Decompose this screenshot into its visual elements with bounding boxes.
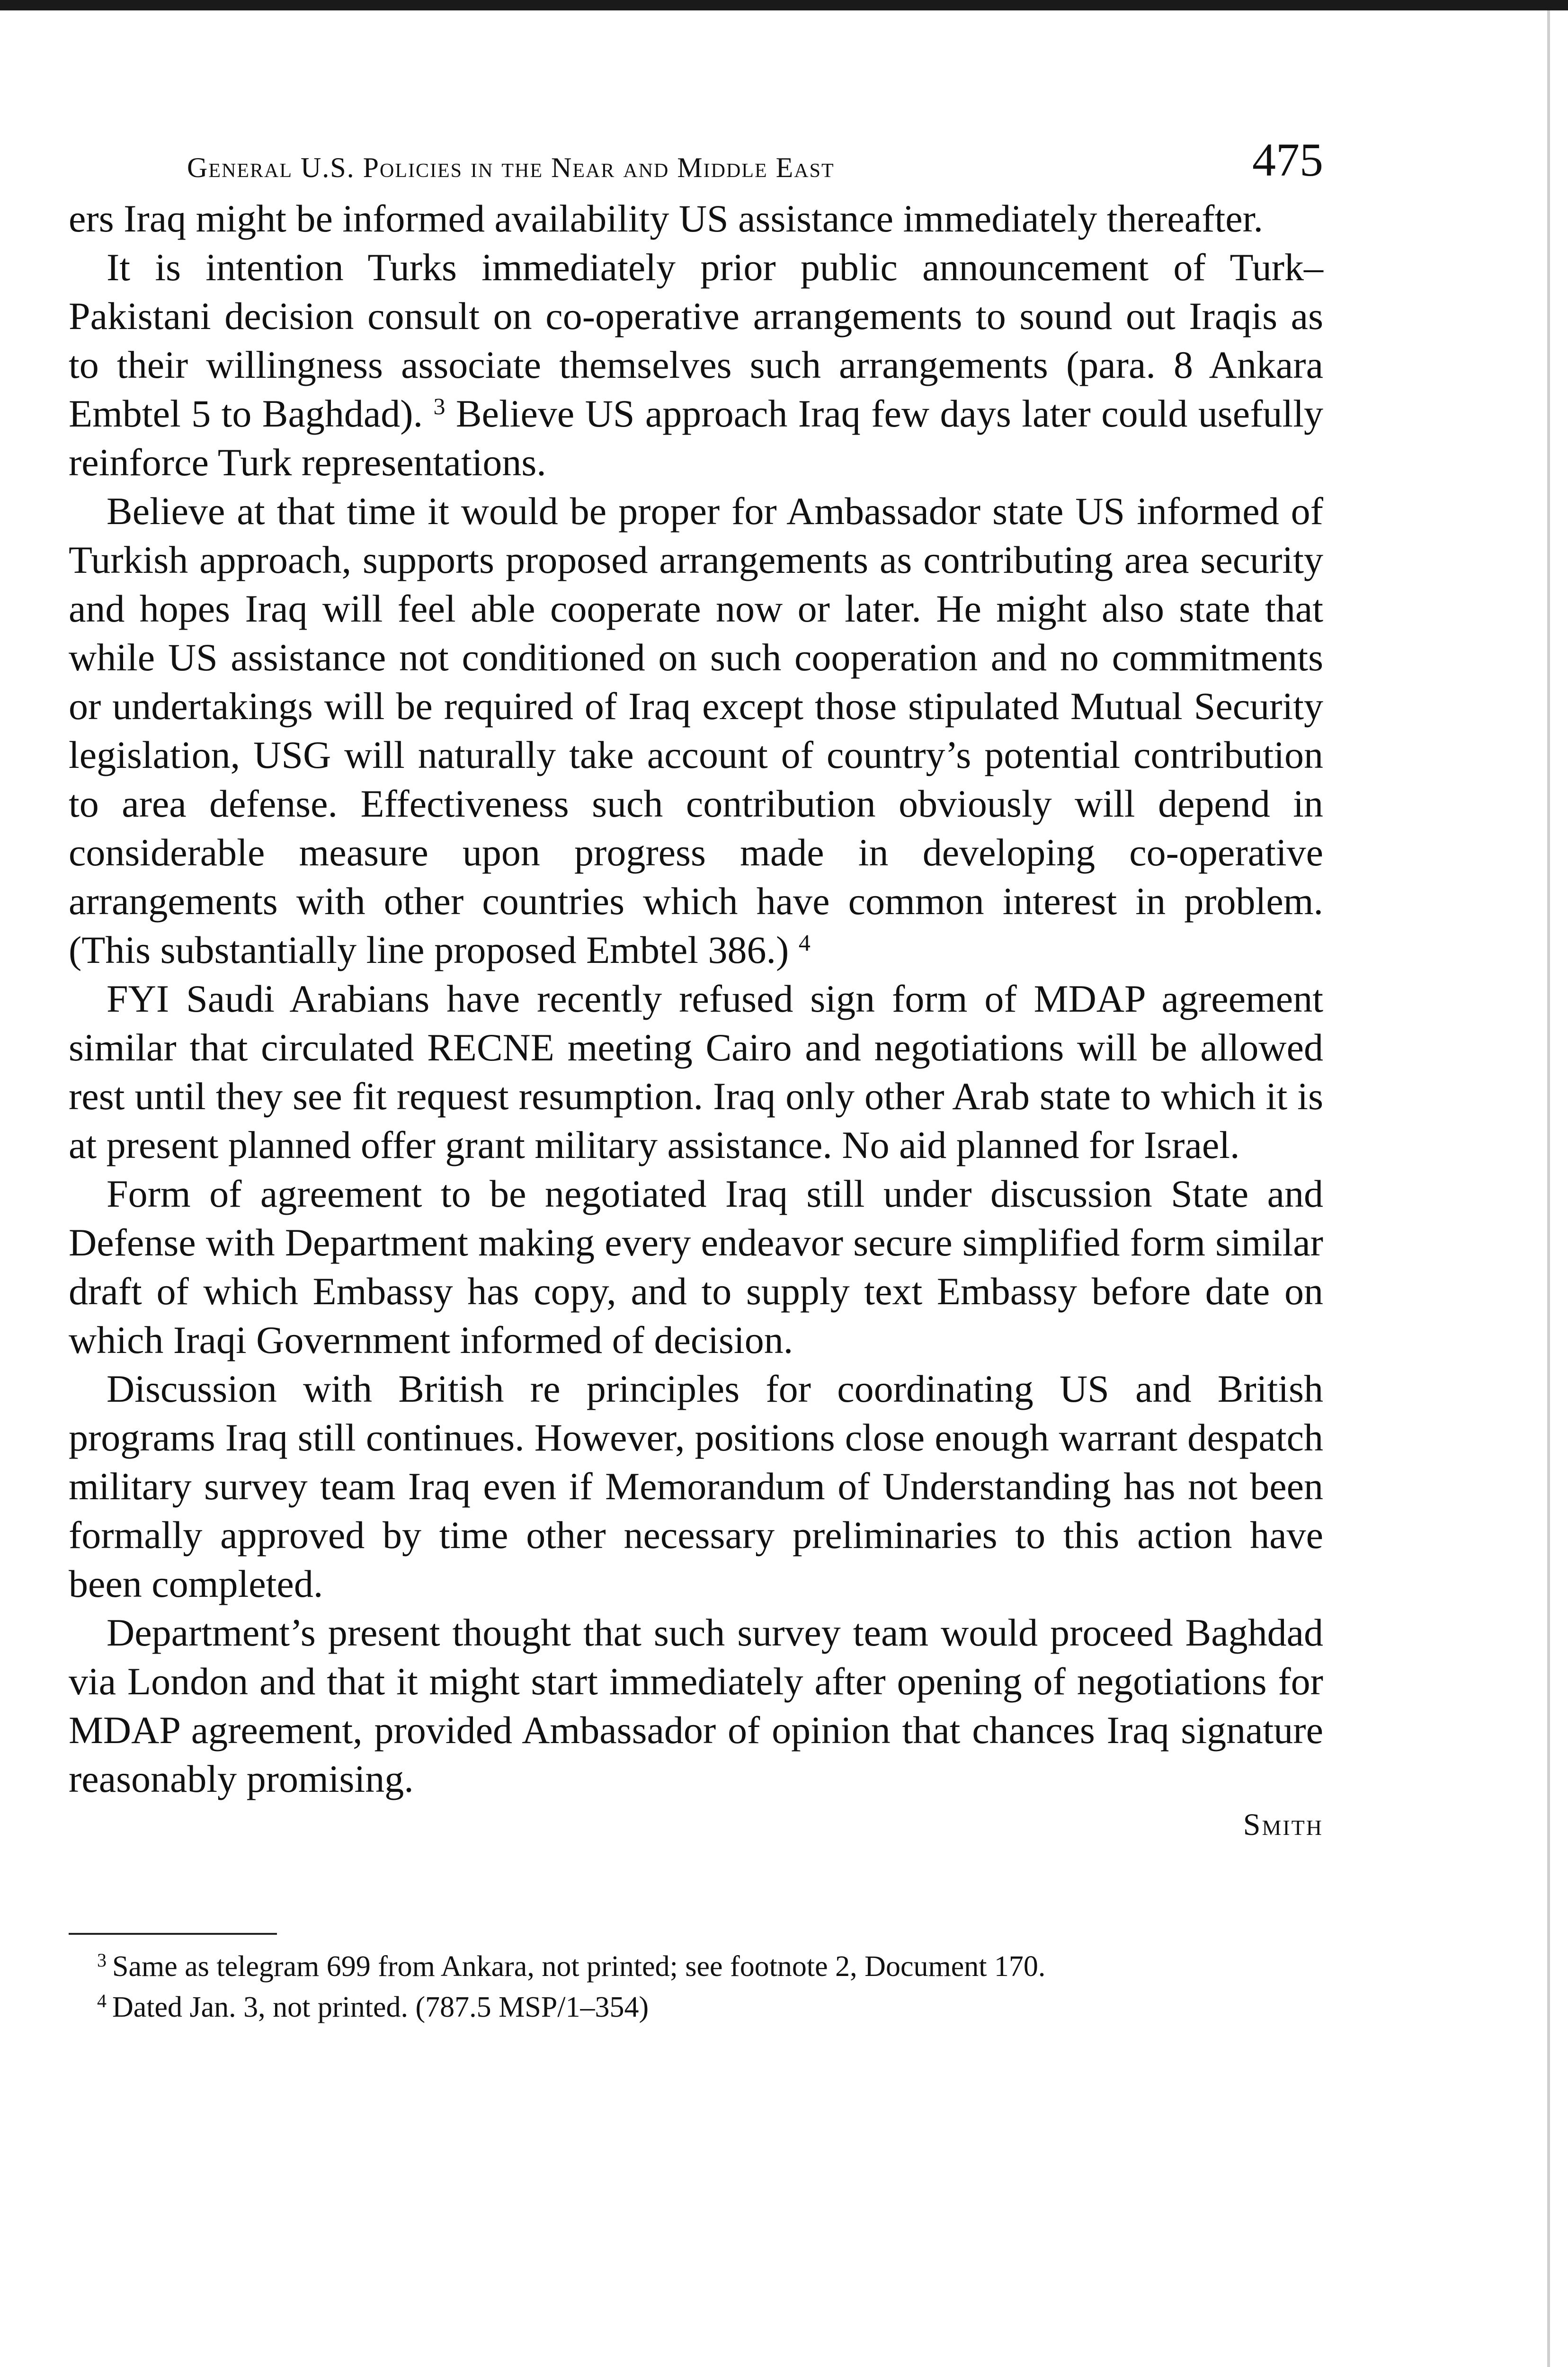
footnote-4-marker: 4 [97,1990,107,2011]
footnotes [69,1946,1323,2028]
top-scan-border [0,0,1568,10]
footnote-3 [69,1946,1323,1987]
document-page [69,118,1323,2028]
paragraph-7-text: Department’s present thought that such survey team would proceed Baghdad via London and that it might start immediately after opening of negotiations for MDAP agreement, provided Ambassador of opinion that chances Iraq signature reasonably promising. [69,1611,1323,1800]
paragraph-1-text: ers Iraq might be informed availability US assistance immediately thereafter. [69,197,1263,240]
paragraph-4 [69,974,1323,1169]
paragraph-4-text: FYI Saudi Arabians have recently refused sign form of MDAP agreement similar that circulated RECNE meeting Cairo and negotiations will be allowed rest until they see fit request resumption. Iraq only other Arab state to which it is at present planned offer grant military assistance. No aid planned for Israel. [69,977,1323,1166]
paragraph-2 [69,243,1323,487]
footnote-divider [69,1933,277,1935]
footnote-ref-4[interactable]: 4 [798,929,811,956]
paragraph-2-text: It is intention Turks immediately prior public announcement of Turk–Pakistani decision consult on co-operative arrangements to sound out Iraqis as to their willingness associate themselves such arrangements (para. 8 Ankara Embtel 5 to Baghdad). [69,246,1323,435]
paragraph-5-text: Form of agreement to be negotiated Iraq still under discussion State and Defense with Department making every endeavor secure simplified form similar draft of which Embassy has copy, and to supply text Embassy before date on which Iraqi Government informed of decision. [69,1172,1323,1361]
footnote-3-text: Same as telegram 699 from Ankara, not printed; see footnote 2, Document 170. [112,1950,1046,1983]
paragraph-1 [69,194,1323,243]
footnote-4-text: Dated Jan. 3, not printed. (787.5 MSP/1–354) [112,1991,649,2023]
paragraph-2-text-after: Believe US approach Iraq few days later could usefully reinforce Turk representations. [69,392,1323,484]
document-body [69,194,1323,1803]
paragraph-3-text: Believe at that time it would be proper for Ambassador state US informed of Turkish approach, supports proposed arrangements as contributing area security and hopes Iraq will feel able cooperate now or later. He might also state that while US assistance not conditioned on such cooperation and no commitments or undertakings will be required of Iraq except those stipulated Mutual Security legislation, USG will naturally take account of country’s potential contribution to area defense. Effectiveness such contribution obviously will depend in considerable measure upon progress made in developing co-operative arrangements with other countries which have common interest in problem. (This substantially line proposed Embtel 386.) [69,489,1323,971]
running-head-title: General U.S. Policies in the Near and Middle East [187,152,835,183]
paragraph-6-text: Discussion with British re principles for coordinating US and British programs Iraq still continues. However, positions close enough warrant despatch military survey team Iraq even if Memorandum of Understanding has not been formally approved by time other necessary preliminaries to this action have been completed. [69,1367,1323,1605]
paragraph-3 [69,487,1323,974]
paragraph-7 [69,1608,1323,1803]
running-header [69,118,1323,189]
signature: Smith [1243,1807,1323,1842]
page-number: 475 [1252,133,1323,186]
footnote-ref-3[interactable]: 3 [433,393,445,419]
paragraph-6 [69,1364,1323,1608]
right-scan-edge [1547,10,1550,2367]
paragraph-5 [69,1169,1323,1364]
footnote-4 [69,1987,1323,2028]
footnote-3-marker: 3 [97,1949,107,1971]
